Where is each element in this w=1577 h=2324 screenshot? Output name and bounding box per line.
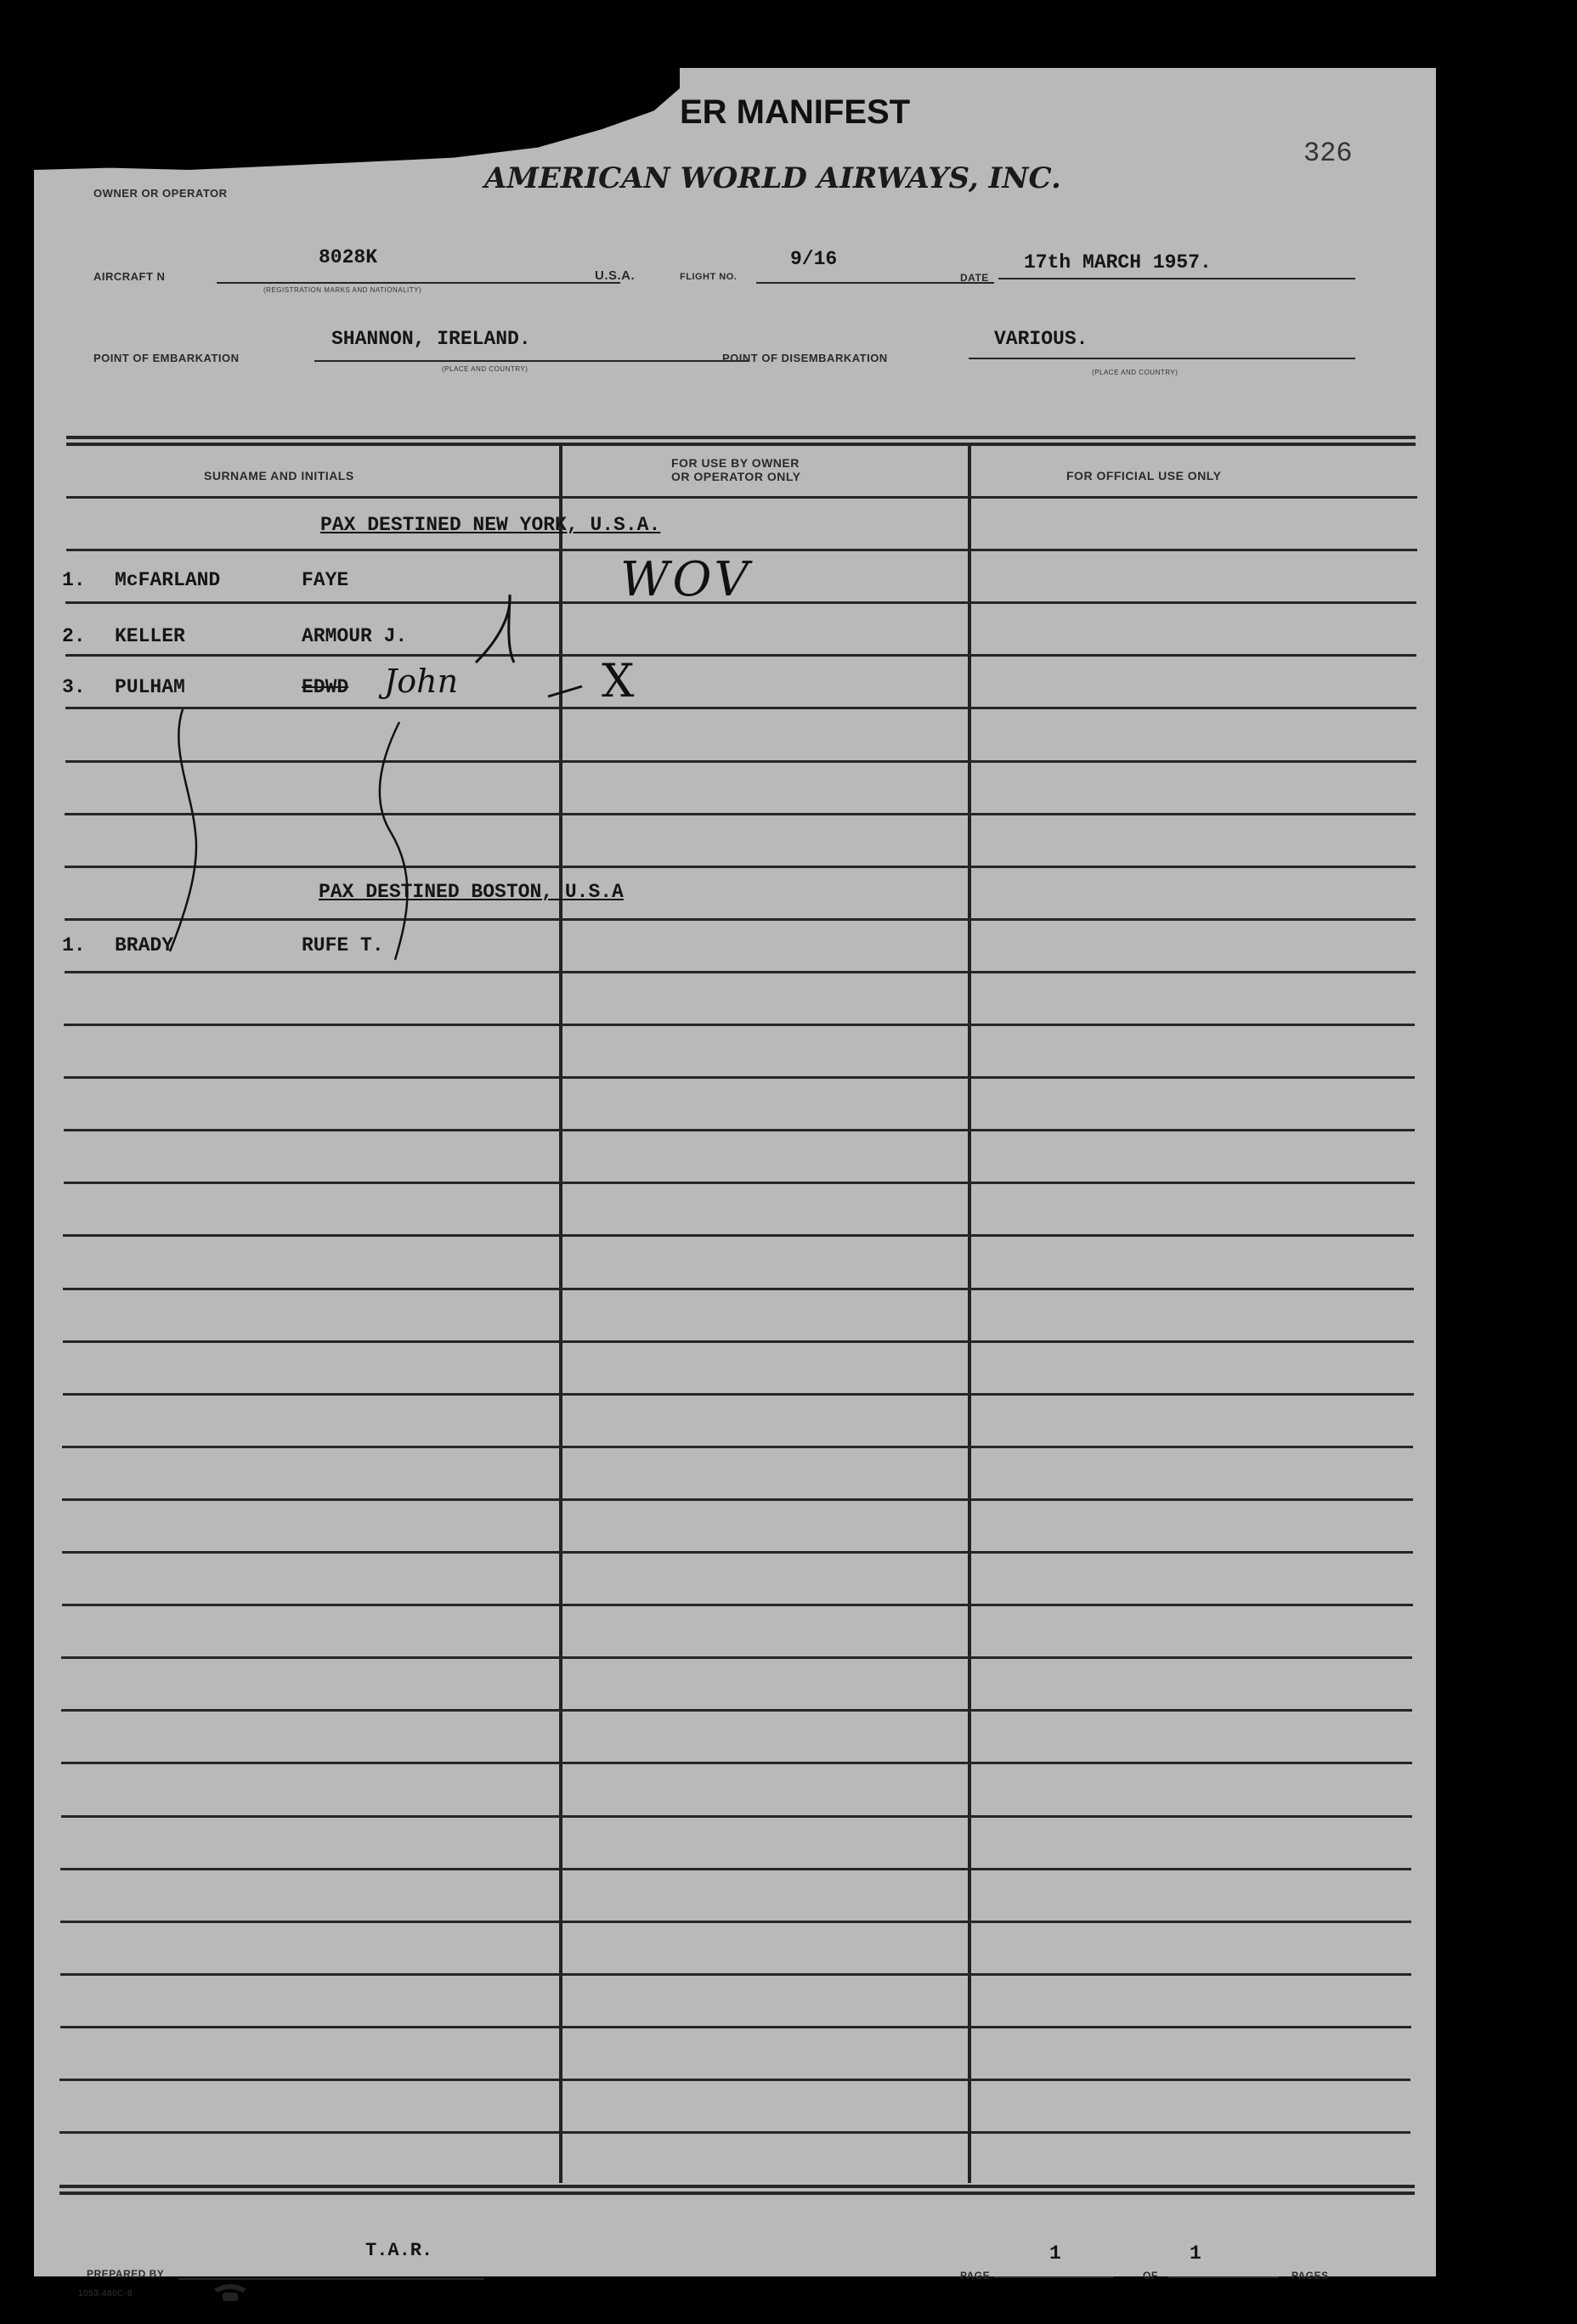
of-label: OF [1143,2270,1158,2282]
row-rule [59,2079,1410,2081]
aircraft-label: AIRCRAFT N [93,270,166,283]
passenger-given-name-struck: EDWD [302,676,349,698]
row-number: 3. [62,676,86,698]
passenger-surname: KELLER [115,625,185,647]
page-stamp: 326 [1303,138,1353,169]
row-rule [60,1973,1411,1976]
page-count: 1 [1190,2242,1201,2265]
telephone-icon [211,2281,250,2304]
handwritten-x-row3: X [602,654,635,708]
column-header-surname: SURNAME AND INITIALS [204,469,354,482]
row-rule [62,1446,1413,1448]
column-header-official: FOR OFFICIAL USE ONLY [1066,469,1222,482]
row-number: 2. [62,625,86,647]
table-bottom-rule-2 [59,2191,1415,2195]
embarkation-caption: (PLACE AND COUNTRY) [442,365,528,373]
handwritten-mark-row1: WOV [620,552,752,607]
row-rule [60,1868,1411,1870]
row-rule [62,1604,1413,1606]
disembarkation-label: POINT OF DISEMBARKATION [722,352,888,364]
embarkation-label: POINT OF EMBARKATION [93,352,240,364]
owner-label: OWNER OR OPERATOR [93,187,228,200]
row-number: 1. [62,934,86,956]
row-rule [61,1762,1412,1764]
country-label: U.S.A. [595,268,636,283]
embarkation-value: SHANNON, IRELAND. [331,328,531,350]
form-number: 1053-480C-8 [78,2289,133,2299]
airline-name: AMERICAN WORLD AIRWAYS, INC. [484,161,1061,195]
column-header-owner-2: OR OPERATOR ONLY [671,470,801,483]
prepared-by-label: PREPARED BY [87,2268,165,2280]
row-rule [63,1340,1414,1343]
page-number: 1 [1049,2242,1061,2265]
handwritten-strokes [34,68,1436,1087]
manifest-title: ER MANIFEST [680,93,911,131]
prepared-by-value: T.A.R. [365,2240,433,2261]
date-label: DATE [960,272,989,284]
flight-label: FLIGHT NO. [680,272,738,282]
handwritten-correction: John [384,663,459,700]
manifest-date: 17th MARCH 1957. [1024,251,1212,274]
passenger-surname: BRADY [115,934,174,956]
row-rule [62,1551,1413,1554]
row-rule [60,1921,1411,1923]
passenger-given-name: ARMOUR J. [302,625,408,647]
row-rule [62,1498,1413,1501]
row-rule [63,1234,1414,1237]
row-rule [59,2131,1410,2134]
flight-number: 9/16 [790,248,838,270]
row-rule [60,2026,1411,2028]
row-rule [61,1709,1412,1712]
table-bottom-rule-1 [59,2185,1415,2188]
passenger-surname: McFARLAND [115,569,221,591]
disembarkation-caption: (PLACE AND COUNTRY) [1092,369,1179,376]
row-rule [63,1288,1414,1290]
page-label: PAGE [960,2270,991,2282]
column-header-owner-1: FOR USE BY OWNER [671,456,800,470]
manifest-sheet [34,68,1436,2299]
group-heading-new-york: PAX DESTINED NEW YORK, U.S.A. [320,514,661,536]
page-count-underline [1168,2276,1279,2278]
aircraft-number: 8028K [319,246,378,268]
row-rule [64,1129,1415,1131]
passenger-given-name: FAYE [302,569,349,591]
prepared-by-underline [178,2278,484,2280]
passenger-surname: PULHAM [115,676,185,698]
aircraft-caption: (REGISTRATION MARKS AND NATIONALITY) [263,286,422,294]
row-rule [61,1656,1412,1659]
pages-label: PAGES [1292,2270,1329,2282]
disembarkation-value: VARIOUS. [994,328,1088,350]
row-rule [63,1393,1414,1396]
row-rule [64,1182,1415,1184]
page-underline [994,2276,1113,2278]
row-rule [61,1815,1412,1818]
passenger-given-name: RUFE T. [302,934,384,956]
row-number: 1. [62,569,86,591]
group-heading-boston: PAX DESTINED BOSTON, U.S.A [319,881,624,903]
